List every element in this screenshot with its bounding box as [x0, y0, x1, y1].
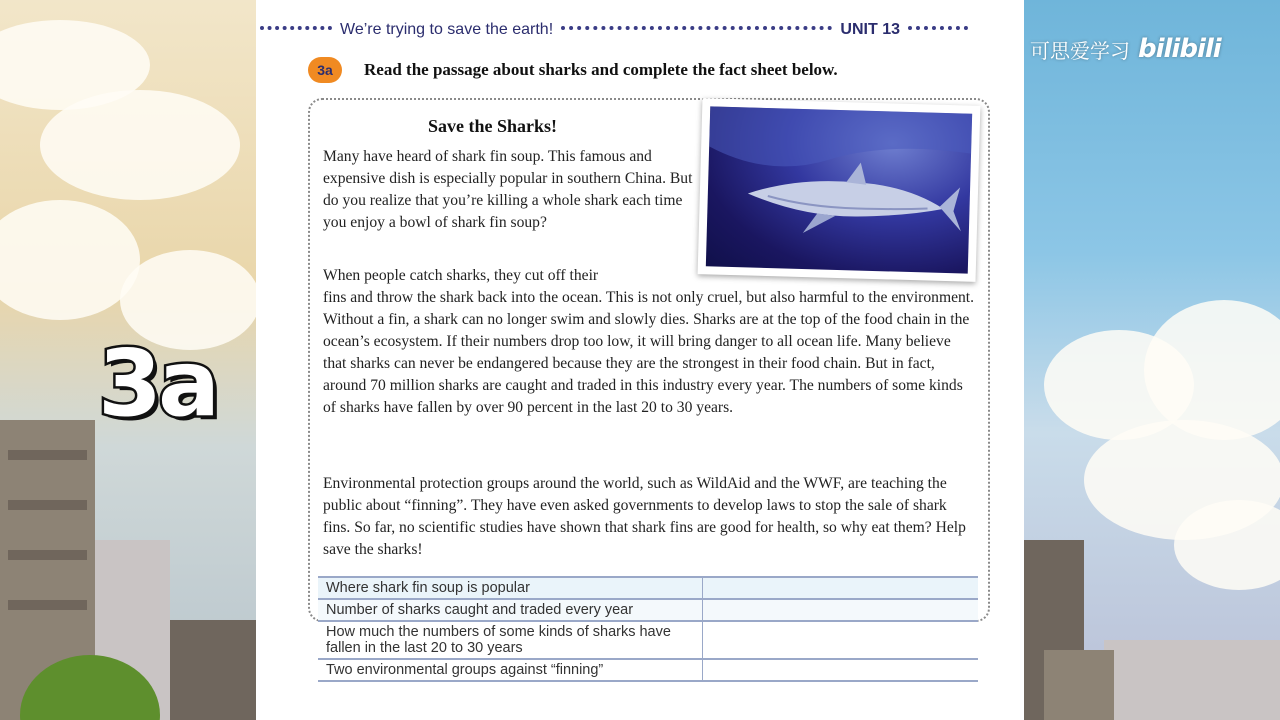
bilibili-watermark: [1030, 34, 1221, 64]
header-title: We’re trying to save the earth!: [340, 21, 554, 38]
header-dots-right: [908, 26, 968, 30]
unit-label: UNIT 13: [840, 21, 900, 38]
fact-answer-cell[interactable]: [703, 621, 979, 659]
fact-question: Where shark fin soup is popular: [318, 577, 703, 599]
table-row: [318, 599, 978, 621]
fact-sheet-table: [318, 576, 978, 682]
fact-answer-cell[interactable]: [703, 599, 979, 621]
page-header: [260, 18, 976, 42]
task-badge: 3a: [308, 57, 342, 83]
paragraph-1: Many have heard of shark fin soup. This famous and expensive dish is especially popular in southern China. But do you realize that you’re killing a whole shark each time you enjoy a bowl of shark fin soup?: [323, 148, 693, 231]
table-row: [318, 577, 978, 599]
fact-question: How much the numbers of some kinds of sharks have fallen in the last 20 to 30 years: [318, 621, 703, 659]
bilibili-logo: bilibili: [1138, 34, 1221, 64]
watermark-text: 可思爱学习: [1030, 38, 1130, 63]
fact-answer-cell[interactable]: [703, 659, 979, 681]
shark-illustration: [706, 106, 972, 273]
header-dots-left: [260, 26, 332, 30]
background-right-scenery: [1024, 0, 1280, 720]
table-row: [318, 659, 978, 681]
fact-question: Number of sharks caught and traded every year: [318, 599, 703, 621]
fact-answer-cell[interactable]: [703, 577, 979, 599]
task-text: Read the passage about sharks and complete the fact sheet below.: [364, 60, 838, 79]
table-row: [318, 621, 978, 659]
paragraph-3: Environmental protection groups around the world, such as WildAid and the WWF, are teaching the public about “finning”. They have even asked governments to develop laws to stop the sale of shark fins. So far, no scientific studies have shown that shark fins are good for health, so why eat them? Help save the sharks!: [323, 475, 966, 558]
paragraph-2-start: When people catch sharks, they cut off their: [323, 267, 599, 284]
shark-photo: [698, 98, 981, 282]
exercise-label-overlay: 3a: [98, 330, 217, 437]
paragraph-2: fins and throw the shark back into the ocean. This is not only cruel, but also harmful to the environment. Without a fin, a shark can no longer swim and slowly dies. Sharks are at the top of the food chain in the ocean’s ecosystem. If their numbers drop too low, it will bring danger to all ocean life. Many believe that sharks can never be endangered because they are the strongest in their food chain. But in fact, around 70 million sharks are caught and traded in this industry every year. The numbers of some kinds of sharks have fallen by over 90 percent in the last 20 to 30 years.: [323, 289, 975, 416]
fact-question: Two environmental groups against “finning”: [318, 659, 703, 681]
header-dots-middle: [561, 26, 832, 30]
passage-title: Save the Sharks!: [428, 116, 558, 136]
task-instruction: [308, 57, 838, 83]
textbook-page: [256, 0, 1024, 720]
